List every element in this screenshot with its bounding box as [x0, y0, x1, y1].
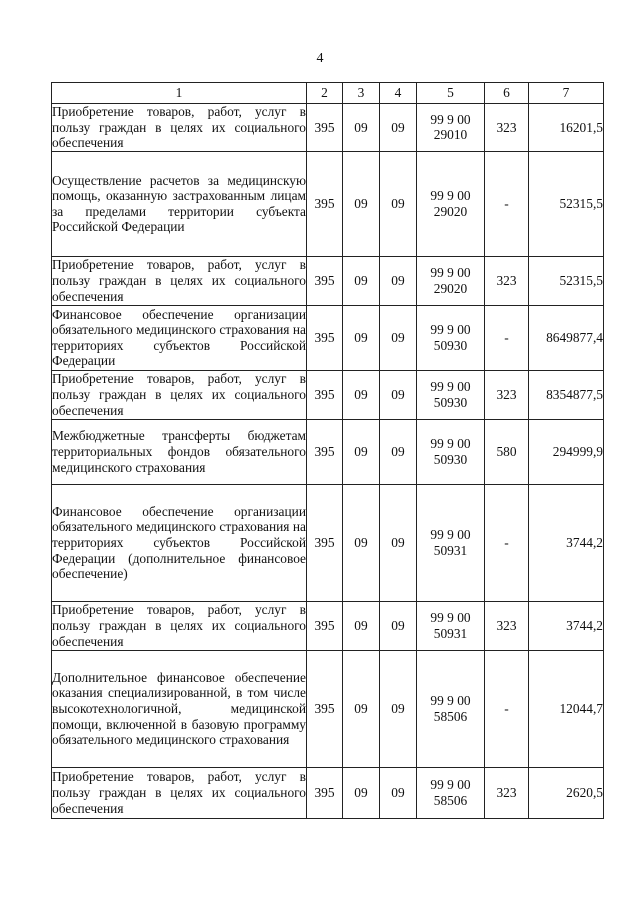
row-col-6: -: [485, 305, 529, 370]
row-col-7: 3744,2: [529, 601, 604, 650]
row-col-5: [417, 767, 485, 818]
row-col-4: 09: [380, 650, 417, 767]
header-col-6: 6: [485, 83, 529, 104]
row-description: Дополнительное финансовое обеспечение оказания специализированной, в том числе высокотехнологичной, медицинской помощи, включенной в базовую программу обязательного медицинского страхования: [52, 650, 307, 767]
row-col-4: 09: [380, 305, 417, 370]
table-row: [52, 767, 604, 818]
row-col-6: -: [485, 650, 529, 767]
row-col-7: 16201,5: [529, 104, 604, 152]
row-col-6: 323: [485, 256, 529, 305]
code-part-1: 99 9 00: [430, 777, 471, 793]
row-description: Приобретение товаров, работ, услуг в пользу граждан в целях их социального обеспечения: [52, 104, 306, 151]
row-col-2: 395: [307, 601, 343, 650]
code-part-1: 99 9 00: [430, 111, 471, 127]
table-row: [52, 370, 604, 419]
row-col-3: 09: [343, 650, 380, 767]
row-description: Приобретение товаров, работ, услуг в пользу граждан в целях их социального обеспечения: [52, 371, 306, 418]
row-col-3: 09: [343, 256, 380, 305]
code-part-2: 50930: [433, 451, 468, 467]
header-col-7: 7: [529, 83, 604, 104]
table-row: [52, 484, 604, 601]
row-description: Приобретение товаров, работ, услуг в пользу граждан в целях их социального обеспечения: [52, 257, 306, 304]
row-col-6: 580: [485, 419, 529, 484]
row-description: Межбюджетные трансферты бюджетам территориальных фондов обязательного медицинского страхования: [52, 419, 307, 484]
code-part-1: 99 9 00: [430, 610, 471, 626]
row-col-4: 09: [380, 151, 417, 256]
row-col-2: 395: [307, 650, 343, 767]
row-col-5: [417, 650, 485, 767]
row-col-6: 323: [485, 370, 529, 419]
row-col-3: 09: [343, 370, 380, 419]
code-part-1: 99 9 00: [430, 188, 471, 204]
code-part-2: 58506: [433, 792, 468, 808]
row-col-7: 52315,5: [529, 256, 604, 305]
code-part-2: 50930: [433, 394, 468, 410]
table-row: [52, 601, 604, 650]
table-row: [52, 305, 604, 370]
table-row: [52, 650, 604, 767]
row-col-2: 395: [307, 370, 343, 419]
code-part-2: 50931: [433, 542, 468, 558]
code-part-2: 29010: [433, 127, 468, 143]
table-row: [52, 104, 604, 152]
row-col-2: 395: [307, 305, 343, 370]
row-col-3: 09: [343, 484, 380, 601]
row-col-5: [417, 370, 485, 419]
header-col-3: 3: [343, 83, 380, 104]
header-col-4: 4: [380, 83, 417, 104]
row-description: Приобретение товаров, работ, услуг в пользу граждан в целях их социального обеспечения: [52, 767, 307, 818]
row-col-5: [417, 104, 485, 152]
row-col-3: 09: [343, 767, 380, 818]
row-col-4: 09: [380, 767, 417, 818]
code-part-1: 99 9 00: [430, 322, 471, 338]
row-col-4: 09: [380, 370, 417, 419]
row-col-5: [417, 151, 485, 256]
header-col-2: 2: [307, 83, 343, 104]
row-col-2: 395: [307, 151, 343, 256]
row-description: Осуществление расчетов за медицинскую помощь, оказанную застрахованным лицам за пределами территории субъекта Российской Федерации: [52, 151, 307, 256]
row-col-2: 395: [307, 256, 343, 305]
row-col-5: [417, 601, 485, 650]
row-col-7: 8649877,4: [529, 305, 604, 370]
row-col-3: 09: [343, 305, 380, 370]
row-col-5: [417, 256, 485, 305]
code-part-1: 99 9 00: [430, 436, 471, 452]
code-part-1: 99 9 00: [430, 379, 471, 395]
table-row: [52, 256, 604, 305]
code-part-2: 50931: [433, 625, 468, 641]
row-col-6: -: [485, 151, 529, 256]
row-col-7: 3744,2: [529, 484, 604, 601]
row-col-7: 8354877,5: [529, 370, 604, 419]
row-col-7: 2620,5: [529, 767, 604, 818]
row-col-3: 09: [343, 151, 380, 256]
row-col-6: 323: [485, 767, 529, 818]
row-col-4: 09: [380, 104, 417, 152]
row-col-2: 395: [307, 767, 343, 818]
budget-table: [51, 82, 604, 819]
row-description: Приобретение товаров, работ, услуг в пользу граждан в целях их социального обеспечения: [52, 602, 306, 649]
row-col-7: 294999,9: [529, 419, 604, 484]
row-col-5: [417, 305, 485, 370]
header-col-1: 1: [52, 83, 307, 104]
header-col-5: 5: [417, 83, 485, 104]
row-col-4: 09: [380, 484, 417, 601]
row-col-6: -: [485, 484, 529, 601]
code-part-2: 50930: [433, 337, 468, 353]
row-col-7: 52315,5: [529, 151, 604, 256]
page-number: 4: [316, 51, 324, 66]
table-header-row: [52, 83, 604, 104]
row-col-2: 395: [307, 419, 343, 484]
code-part-1: 99 9 00: [430, 265, 471, 281]
row-col-3: 09: [343, 104, 380, 152]
code-part-2: 58506: [433, 708, 468, 724]
row-col-5: [417, 484, 485, 601]
row-col-2: 395: [307, 484, 343, 601]
code-part-2: 29020: [433, 203, 468, 219]
row-col-4: 09: [380, 419, 417, 484]
row-col-4: 09: [380, 601, 417, 650]
table-row: [52, 151, 604, 256]
row-description: Финансовое обеспечение организации обязательного медицинского страхования на территориях субъектов Российской Федерации: [52, 306, 306, 369]
code-part-2: 29020: [433, 280, 468, 296]
row-col-4: 09: [380, 256, 417, 305]
row-col-7: 12044,7: [529, 650, 604, 767]
row-col-6: 323: [485, 104, 529, 152]
row-col-2: 395: [307, 104, 343, 152]
code-part-1: 99 9 00: [430, 693, 471, 709]
code-part-1: 99 9 00: [430, 527, 471, 543]
row-col-3: 09: [343, 601, 380, 650]
row-description: Финансовое обеспечение организации обязательного медицинского страхования на территориях субъектов Российской Федерации (дополнительное финансовое обеспечение): [52, 484, 307, 601]
row-col-3: 09: [343, 419, 380, 484]
table-row: [52, 419, 604, 484]
row-col-6: 323: [485, 601, 529, 650]
row-col-5: [417, 419, 485, 484]
